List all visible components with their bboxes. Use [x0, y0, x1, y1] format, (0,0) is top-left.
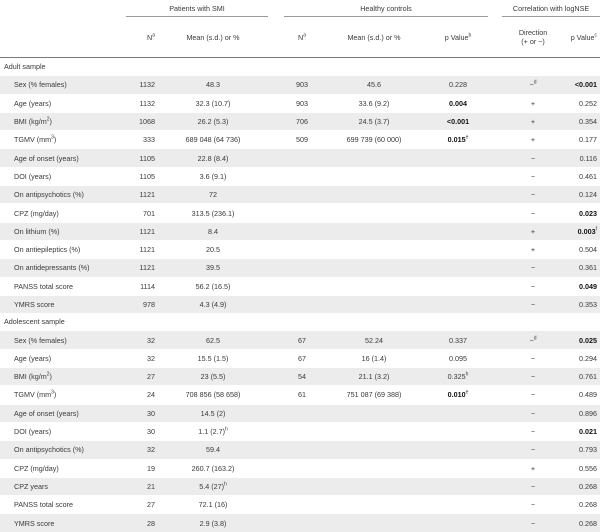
- cell-p-value-corr: 0.504: [564, 240, 600, 258]
- cell-n-controls: 903: [284, 94, 320, 112]
- table-row: [0, 368, 600, 386]
- section-header: [0, 58, 600, 76]
- table-row: [0, 259, 600, 277]
- row-label: Sex (% females): [0, 76, 126, 94]
- row-label: Age (years): [0, 94, 126, 112]
- cell-n-patients: 27: [126, 496, 158, 514]
- table-row: [0, 441, 600, 459]
- table-row: [0, 94, 600, 112]
- cell-mean-patients: 62.5: [158, 331, 268, 349]
- cell-direction: −: [502, 496, 564, 514]
- cell-direction: −$^d$: [502, 331, 564, 349]
- cell-p-value-corr: 0.023: [564, 204, 600, 222]
- cell-n-patients: 28: [126, 514, 158, 532]
- table-row: [0, 459, 600, 477]
- table-row: [0, 422, 600, 440]
- cell-mean-patients: 3.6 (9.1): [158, 167, 268, 185]
- row-label: Sex (% females): [0, 331, 126, 349]
- table-row: [0, 477, 600, 495]
- cell-n-controls: 509: [284, 131, 320, 149]
- cell-n-patients: 978: [126, 295, 158, 313]
- row-label: On antipsychotics (%): [0, 186, 126, 204]
- cell-mean-controls: [320, 204, 428, 222]
- cell-direction: −: [502, 422, 564, 440]
- cell-mean-patients: 15.5 (1.5): [158, 349, 268, 367]
- cell-n-patients: 1105: [126, 167, 158, 185]
- cell-mean-patients: 20.5: [158, 240, 268, 258]
- cell-p-value: 0.015e: [428, 131, 488, 149]
- table-row: [0, 204, 600, 222]
- row-label: CPZ (mg/day): [0, 204, 126, 222]
- cell-direction: −: [502, 167, 564, 185]
- table-row: [0, 131, 600, 149]
- cell-mean-patients: 23 (5.5): [158, 368, 268, 386]
- row-label: DOI (years): [0, 167, 126, 185]
- table-row: [0, 514, 600, 532]
- cell-p-value: [428, 167, 488, 185]
- cell-n-patients: 1121: [126, 259, 158, 277]
- cell-n-controls: [284, 277, 320, 295]
- cell-mean-controls: [320, 186, 428, 204]
- cell-mean-controls: 45.6: [320, 76, 428, 94]
- group-controls: Healthy controls: [284, 0, 488, 17]
- cell-mean-controls: 24.5 (3.7): [320, 112, 428, 130]
- cell-p-value: [428, 459, 488, 477]
- cell-mean-controls: 33.6 (9.2): [320, 94, 428, 112]
- cell-direction: +: [502, 94, 564, 112]
- cell-mean-controls: 699 739 (60 000): [320, 131, 428, 149]
- cell-mean-patients: 8.4: [158, 222, 268, 240]
- cell-p-value-corr: 0.556: [564, 459, 600, 477]
- cell-n-patients: 32: [126, 441, 158, 459]
- cell-n-controls: [284, 477, 320, 495]
- cell-p-value: [428, 514, 488, 532]
- cell-mean-controls: [320, 514, 428, 532]
- cell-p-value: [428, 240, 488, 258]
- cell-p-value-corr: <0.001: [564, 76, 600, 94]
- row-label: CPZ years: [0, 477, 126, 495]
- cell-mean-controls: 16 (1.4): [320, 349, 428, 367]
- cell-mean-controls: [320, 277, 428, 295]
- cell-direction: −: [502, 186, 564, 204]
- col-mean-patients: Mean (s.d.) or %: [158, 17, 268, 58]
- cell-n-controls: [284, 186, 320, 204]
- cell-p-value-corr: 0.896: [564, 404, 600, 422]
- cell-n-controls: [284, 204, 320, 222]
- cell-mean-patients: 708 856 (58 658): [158, 386, 268, 404]
- cell-direction: −: [502, 259, 564, 277]
- col-n-controls: $N^a$: [284, 17, 320, 58]
- cell-direction: −: [502, 349, 564, 367]
- cell-n-patients: 1114: [126, 277, 158, 295]
- row-label: Age of onset (years): [0, 404, 126, 422]
- row-label: TGMV $(mm^3)$: [0, 386, 126, 404]
- cell-n-patients: 30: [126, 422, 158, 440]
- cell-mean-controls: [320, 295, 428, 313]
- cell-n-controls: [284, 422, 320, 440]
- cell-n-controls: 54: [284, 368, 320, 386]
- cell-direction: −: [502, 295, 564, 313]
- cell-n-controls: 61: [284, 386, 320, 404]
- row-label: BMI $(kg/m^2)$: [0, 112, 126, 130]
- cell-direction: +: [502, 112, 564, 130]
- cell-mean-patients: 5.4 $(27)^h$: [158, 477, 268, 495]
- col-direction: Direction (+ or −): [502, 17, 564, 58]
- cell-direction: −: [502, 386, 564, 404]
- table-row: [0, 404, 600, 422]
- cell-mean-controls: 751 087 (69 388): [320, 386, 428, 404]
- cell-p-value-corr: 0.489: [564, 386, 600, 404]
- cell-p-value: [428, 422, 488, 440]
- row-label: TGMV $(mm^3)$: [0, 131, 126, 149]
- table-row: [0, 186, 600, 204]
- cell-n-controls: [284, 441, 320, 459]
- cell-mean-patients: 39.5: [158, 259, 268, 277]
- table-row: [0, 149, 600, 167]
- cell-mean-patients: 48.3: [158, 76, 268, 94]
- column-header-row: [0, 17, 600, 58]
- cell-n-controls: [284, 514, 320, 532]
- row-label: On antidepressants (%): [0, 259, 126, 277]
- cell-mean-controls: 52.24: [320, 331, 428, 349]
- col-p-value: p Value$^b$: [428, 17, 488, 58]
- cell-n-patients: 21: [126, 477, 158, 495]
- cell-n-patients: 1132: [126, 76, 158, 94]
- cell-p-value: 0.325$^h$: [428, 368, 488, 386]
- row-label: CPZ (mg/day): [0, 459, 126, 477]
- table-row: [0, 112, 600, 130]
- cell-n-controls: 903: [284, 76, 320, 94]
- cell-p-value-corr: 0.793: [564, 441, 600, 459]
- cell-p-value: <0.001: [428, 112, 488, 130]
- cell-p-value: 0.228: [428, 76, 488, 94]
- table-row: [0, 222, 600, 240]
- cell-n-controls: 706: [284, 112, 320, 130]
- cell-p-value-corr: 0.025: [564, 331, 600, 349]
- cell-p-value-corr: 0.252: [564, 94, 600, 112]
- section-title: Adolescent sample: [0, 313, 600, 331]
- cell-n-controls: 67: [284, 349, 320, 367]
- group-correlation: Correlation with logNSE: [502, 0, 600, 17]
- cell-p-value: 0.337: [428, 331, 488, 349]
- table-row: [0, 349, 600, 367]
- cell-n-patients: 1121: [126, 186, 158, 204]
- cell-mean-patients: 22.8 (8.4): [158, 149, 268, 167]
- cell-mean-patients: 4.3 (4.9): [158, 295, 268, 313]
- cell-p-value-corr: 0.116: [564, 149, 600, 167]
- cell-n-patients: 30: [126, 404, 158, 422]
- cell-n-patients: 1121: [126, 240, 158, 258]
- cell-mean-patients: 260.7 (163.2): [158, 459, 268, 477]
- cell-direction: −: [502, 204, 564, 222]
- cell-n-controls: 67: [284, 331, 320, 349]
- group-patients: Patients with SMI: [126, 0, 268, 17]
- cell-n-patients: 1132: [126, 94, 158, 112]
- cell-p-value: 0.004: [428, 94, 488, 112]
- row-label: On lithium (%): [0, 222, 126, 240]
- cell-direction: +: [502, 131, 564, 149]
- table-body: [0, 58, 600, 532]
- cell-mean-patients: 1.1 $(2.7)^h$: [158, 422, 268, 440]
- col-p-value-corr: p Value$^c$: [564, 17, 600, 58]
- cell-p-value-corr: 0.124: [564, 186, 600, 204]
- row-label: On antiepileptics (%): [0, 240, 126, 258]
- cell-p-value: [428, 149, 488, 167]
- table-row: [0, 295, 600, 313]
- cell-mean-patients: 2.9 (3.8): [158, 514, 268, 532]
- row-label: On antipsychotics (%): [0, 441, 126, 459]
- cell-n-controls: [284, 167, 320, 185]
- cell-n-patients: 24: [126, 386, 158, 404]
- cell-direction: −: [502, 277, 564, 295]
- cell-n-patients: 1068: [126, 112, 158, 130]
- section-title: Adult sample: [0, 58, 600, 76]
- cell-mean-controls: [320, 477, 428, 495]
- row-label: PANSS total score: [0, 496, 126, 514]
- cell-mean-controls: [320, 404, 428, 422]
- cell-p-value: [428, 186, 488, 204]
- cell-direction: −: [502, 404, 564, 422]
- cell-p-value: [428, 295, 488, 313]
- cell-direction: −: [502, 149, 564, 167]
- cell-p-value: 0.095: [428, 349, 488, 367]
- cell-p-value: [428, 404, 488, 422]
- cell-n-patients: 32: [126, 349, 158, 367]
- cell-n-controls: [284, 404, 320, 422]
- cell-n-controls: [284, 222, 320, 240]
- table-row: [0, 331, 600, 349]
- cell-direction: −: [502, 441, 564, 459]
- cell-mean-patients: 689 048 (64 736): [158, 131, 268, 149]
- cell-p-value-corr: 0.294: [564, 349, 600, 367]
- cell-p-value-corr: 0.761: [564, 368, 600, 386]
- cell-direction: −: [502, 477, 564, 495]
- cell-n-patients: 1121: [126, 222, 158, 240]
- cell-mean-patients: 26.2 (5.3): [158, 112, 268, 130]
- cell-p-value-corr: 0.177: [564, 131, 600, 149]
- row-label: BMI $(kg/m^2)$: [0, 368, 126, 386]
- cell-mean-patients: 59.4: [158, 441, 268, 459]
- col-n-patients: $N^a$: [126, 17, 158, 58]
- table-row: [0, 167, 600, 185]
- cell-p-value: [428, 204, 488, 222]
- cell-direction: +: [502, 459, 564, 477]
- col-mean-controls: Mean (s.d.) or %: [320, 17, 428, 58]
- table-row: [0, 240, 600, 258]
- cell-n-controls: [284, 149, 320, 167]
- cell-direction: −$^d$: [502, 76, 564, 94]
- row-label: Age of onset (years): [0, 149, 126, 167]
- cell-direction: −: [502, 368, 564, 386]
- cell-p-value: 0.010e: [428, 386, 488, 404]
- cell-p-value-corr: 0.361: [564, 259, 600, 277]
- cell-n-controls: [284, 259, 320, 277]
- cell-mean-controls: [320, 496, 428, 514]
- table-row: [0, 277, 600, 295]
- cell-p-value-corr: 0.268: [564, 496, 600, 514]
- cell-mean-controls: [320, 259, 428, 277]
- cell-n-patients: 1105: [126, 149, 158, 167]
- cell-mean-controls: 21.1 (3.2): [320, 368, 428, 386]
- cell-p-value: [428, 477, 488, 495]
- cell-p-value: [428, 259, 488, 277]
- cell-p-value-corr: 0.021: [564, 422, 600, 440]
- table-row: [0, 386, 600, 404]
- row-label: DOI (years): [0, 422, 126, 440]
- cell-mean-controls: [320, 422, 428, 440]
- cell-n-controls: [284, 496, 320, 514]
- cell-p-value-corr: 0.354: [564, 112, 600, 130]
- cell-n-patients: 19: [126, 459, 158, 477]
- row-label: PANSS total score: [0, 277, 126, 295]
- cell-p-value-corr: 0.353: [564, 295, 600, 313]
- table-row: [0, 496, 600, 514]
- section-header: [0, 313, 600, 331]
- cell-p-value-corr: 0.003$^f$: [564, 222, 600, 240]
- cell-n-controls: [284, 295, 320, 313]
- cell-mean-patients: 72: [158, 186, 268, 204]
- cell-n-controls: [284, 240, 320, 258]
- cell-mean-controls: [320, 240, 428, 258]
- cell-mean-patients: 72.1 (16): [158, 496, 268, 514]
- cell-mean-patients: 313.5 (236.1): [158, 204, 268, 222]
- cell-mean-patients: 32.3 (10.7): [158, 94, 268, 112]
- cell-p-value: [428, 496, 488, 514]
- cell-mean-patients: 14.5 (2): [158, 404, 268, 422]
- cell-direction: +: [502, 240, 564, 258]
- cell-p-value-corr: 0.268: [564, 477, 600, 495]
- cell-p-value-corr: 0.268: [564, 514, 600, 532]
- group-header-row: [0, 0, 600, 17]
- cell-mean-patients: 56.2 (16.5): [158, 277, 268, 295]
- cell-p-value-corr: 0.049: [564, 277, 600, 295]
- cell-p-value: [428, 222, 488, 240]
- cell-direction: −: [502, 514, 564, 532]
- cell-mean-controls: [320, 459, 428, 477]
- row-label: YMRS score: [0, 295, 126, 313]
- cell-mean-controls: [320, 167, 428, 185]
- cell-p-value-corr: 0.461: [564, 167, 600, 185]
- cell-n-patients: 333: [126, 131, 158, 149]
- cell-direction: +: [502, 222, 564, 240]
- cell-mean-controls: [320, 222, 428, 240]
- cell-mean-controls: [320, 149, 428, 167]
- cell-n-patients: 701: [126, 204, 158, 222]
- cell-mean-controls: [320, 441, 428, 459]
- row-label: Age (years): [0, 349, 126, 367]
- cell-n-patients: 27: [126, 368, 158, 386]
- cell-p-value: [428, 277, 488, 295]
- cell-p-value: [428, 441, 488, 459]
- cell-n-controls: [284, 459, 320, 477]
- table-row: [0, 76, 600, 94]
- row-label: YMRS score: [0, 514, 126, 532]
- cell-n-patients: 32: [126, 331, 158, 349]
